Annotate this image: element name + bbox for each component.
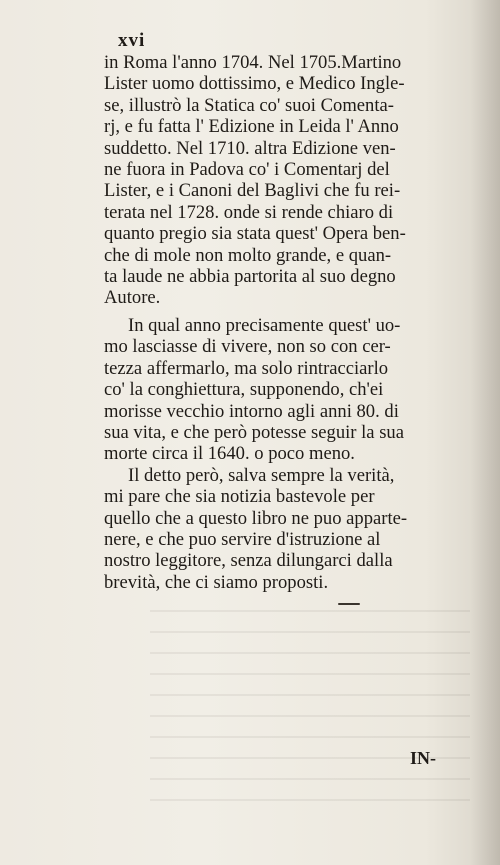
text-line: se, illustrò la Statica co' suoi Comenta- [104, 94, 394, 116]
text-line: ne fuora in Padova co' i Comentarj del [104, 159, 390, 181]
page-number: xvi [118, 30, 146, 51]
text-line: co' la conghiettura, supponendo, ch'ei [104, 379, 384, 401]
text-line: tezza affermarlo, ma solo rintracciarlo [104, 357, 389, 379]
text-line: rj, e fu fatta l' Edizione in Leida l' Anno [104, 116, 399, 138]
text-line: suddetto. Nel 1710. altra Edizione ven- [104, 137, 396, 159]
text-line: ta laude ne abbia partorita al suo degno [104, 266, 396, 288]
text-line: Lister uomo dottissimo, e Medico Ingle- [104, 73, 405, 95]
page-gutter-shadow [470, 0, 500, 865]
text-line: terata nel 1728. onde si rende chiaro di [104, 201, 394, 223]
text-line: brevità, che ci siamo proposti. [104, 571, 329, 593]
text-line: mo lasciasse di vivere, non so con cer- [104, 336, 391, 358]
text-line: nostro leggitore, senza dilungarci dalla [104, 550, 393, 572]
text-line: mi pare che sia notizia bastevole per [104, 486, 375, 508]
text-line: morte circa il 1640. o poco meno. [104, 443, 355, 465]
text-line: In qual anno precisamente quest' uo- [128, 314, 401, 336]
text-line: Il detto però, salva sempre la verità, [128, 464, 395, 486]
text-line: Lister, e i Canoni del Baglivi che fu rei- [104, 180, 401, 202]
text-line: sua vita, e che però potesse seguir la sua [104, 421, 404, 443]
text-line: in Roma l'anno 1704. Nel 1705.Martino [104, 52, 402, 73]
text-line: quello che a questo libro ne puo apparte- [104, 507, 408, 529]
text-line: che di mole non molto grande, e quan- [104, 244, 392, 266]
text-line: morisse vecchio intorno agli anni 80. di [104, 400, 399, 422]
section-divider [338, 603, 360, 605]
text-line: quanto pregio sia stata quest' Opera ben- [104, 223, 406, 245]
body-text [104, 52, 464, 593]
catchword: IN- [410, 748, 436, 768]
text-line: nere, e che puo servire d'istruzione al [104, 528, 381, 550]
show-through-text [150, 610, 470, 810]
text-line: Autore. [104, 287, 161, 309]
